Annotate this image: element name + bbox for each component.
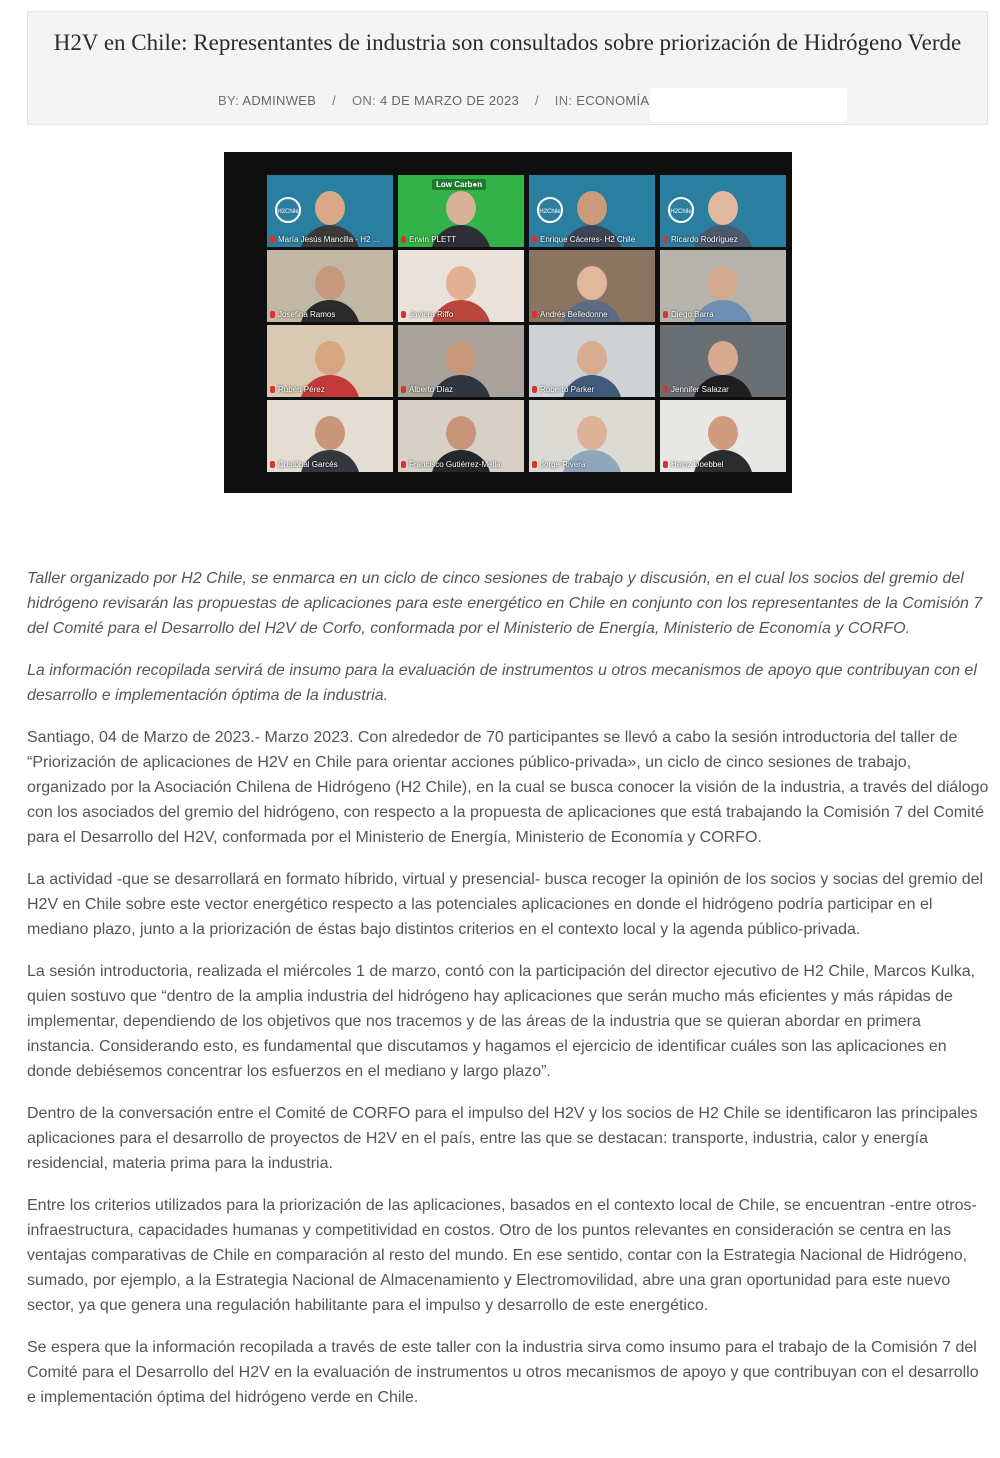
meta-by-label: BY:	[218, 93, 240, 108]
participant-head	[708, 416, 738, 450]
meta-separator: /	[534, 93, 539, 108]
muted-mic-icon	[270, 461, 275, 468]
participant-head	[315, 266, 345, 300]
participant-tile	[398, 325, 524, 397]
muted-mic-icon	[401, 311, 406, 318]
muted-mic-icon	[270, 386, 275, 393]
participant-head	[446, 341, 476, 375]
participant-head	[315, 191, 345, 225]
share-widget[interactable]	[650, 88, 847, 122]
h2chile-logo: H2Chile	[275, 197, 301, 223]
muted-mic-icon	[270, 311, 275, 318]
participant-head	[577, 341, 607, 375]
muted-mic-icon	[401, 236, 406, 243]
meta-separator: /	[332, 93, 337, 108]
participant-head	[577, 191, 607, 225]
participant-name: Alberto Díaz	[401, 385, 453, 395]
participant-head	[708, 191, 738, 225]
post-meta	[218, 93, 649, 108]
participant-tile	[660, 325, 786, 397]
article-title: H2V en Chile: Representantes de industria son consultados sobre priorización de Hidrógeno Verde	[53, 30, 962, 55]
participant-tile	[660, 250, 786, 322]
participant-name: María Jesús Mancilla - H2 ...	[270, 235, 379, 245]
body-paragraph: Dentro de la conversación entre el Comité de CORFO para el impulso del H2V y los socios de H2 Chile se identificaron las principales aplicaciones para el desarrollo de proyectos de H2V en el país, entre las que se destacan: transporte, industria, calor y energía residencial, materia prima para la industria.	[27, 1105, 978, 1172]
category-link[interactable]: ECONOMÍA	[576, 93, 650, 108]
participant-name: Diego Barra	[663, 310, 714, 320]
participant-head	[446, 191, 476, 225]
participant-head	[446, 416, 476, 450]
meta-in-label: IN:	[554, 93, 573, 108]
low-carbon-banner: Low Carb●n	[432, 179, 486, 190]
participant-tile	[398, 250, 524, 322]
participant-name: Francisco Gutiérrez-Mella	[401, 460, 501, 470]
article-body	[27, 566, 990, 1427]
participant-name: Jorge Rivera	[532, 460, 585, 470]
body-paragraph: Se espera que la información recopilada a través de este taller con la industria sirva como insumo para el trabajo de la Comisión 7 del Comité para el Desarrollo del H2V en la evaluación de instrumentos u otros mecanismos de apoyo y que contribuyan con el desarrollo e implementación óptima del hidrógeno verde en Chile.	[27, 1339, 979, 1406]
participant-tile	[529, 250, 655, 322]
participant-name: Cristóbal Garcés	[270, 460, 338, 470]
participant-tile	[267, 325, 393, 397]
participant-name: Erwin PLETT	[401, 235, 456, 245]
participant-name: Ricardo Rodríguez	[663, 235, 738, 245]
muted-mic-icon	[532, 311, 537, 318]
muted-mic-icon	[270, 236, 275, 243]
participant-name: Rubén Pérez	[270, 385, 325, 395]
muted-mic-icon	[532, 236, 537, 243]
body-paragraph: La sesión introductoria, realizada el miércoles 1 de marzo, contó con la participación del director ejecutivo de H2 Chile, Marcos Kulka, quien sostuvo que “dentro de la amplia industria del hidrógeno hay aplicaciones que serán mucho más eficientes y más rápidas de implementar, dependiendo de los objetivos que nos tracemos y de las áreas de la industria que se quieran abordar en primera instancia. Considerando esto, es fundamental que discutamos y hagamos el ejercicio de identificar cuáles son las aplicaciones en donde debiésemos concentrar los esfuerzos en el mediano y largo plazo”.	[27, 963, 976, 1080]
body-paragraph: Entre los criterios utilizados para la priorización de las aplicaciones, basados en el contexto local de Chile, se encuentran -entre otros- infraestructura, capacidades humanas y competitividad en costos. Otro de los puntos relevantes en consideración se centra en las ventajas comparativas de Chile en comparación al resto del mundo. En ese sentido, contar con la Estrategia Nacional de Hidrógeno, sumado, por ejemplo, a la Estrategia Nacional de Almacenamiento y Electromovilidad, abre una gran oportunidad para este nuevo sector, ya que genera una regulación habilitante para el impulso y desarrollo de este energético.	[27, 1197, 977, 1314]
participant-tile	[660, 400, 786, 472]
h2chile-logo: H2Chile	[537, 197, 563, 223]
meta-on-label: ON:	[352, 93, 377, 108]
participant-name: Javiera Riffo	[401, 310, 453, 320]
intro-paragraph: Taller organizado por H2 Chile, se enmarca en un ciclo de cinco sesiones de trabajo y discusión, en el cual los socios del gremio del hidrógeno revisarán las propuestas de aplicaciones para este energético en Chile en conjunto con los representantes de la Comisión 7 del Comité para el Desarrollo del H2V de Corfo, conformada por el Ministerio de Energía, Ministerio de Economía y CORFO.	[27, 570, 983, 637]
participant-tile	[267, 400, 393, 472]
participant-name: Heinz Doebbel	[663, 460, 723, 470]
participant-head	[315, 341, 345, 375]
participant-tile	[660, 175, 786, 247]
participant-tile	[529, 175, 655, 247]
participant-tile	[398, 175, 524, 247]
participant-head	[708, 266, 738, 300]
participant-head	[577, 416, 607, 450]
participant-name: Jennifer Salazar	[663, 385, 729, 395]
muted-mic-icon	[532, 461, 537, 468]
muted-mic-icon	[663, 386, 668, 393]
muted-mic-icon	[401, 386, 406, 393]
participant-tile	[529, 325, 655, 397]
participant-name: Enrique Cáceres- H2 Chile	[532, 235, 635, 245]
participant-name: Josefina Ramos	[270, 310, 335, 320]
body-paragraph: Santiago, 04 de Marzo de 2023.- Marzo 2023. Con alrededor de 70 participantes se llevó a cabo la sesión introductoria del taller de “Priorización de aplicaciones de H2V en Chile para orientar acciones público-privada», un ciclo de cinco sesiones de trabajo, organizado por la Asociación Chilena de Hidrógeno (H2 Chile), en la cual se busca conocer la visión de la industria, a través del diálogo con los asociados del gremio del hidrógeno, con respecto a la propuesta de aplicaciones que está trabajando la Comisión 7 del Comité para el Desarrollo del H2V, conformada por el Ministerio de Energía, Ministerio de Economía y CORFO.	[27, 729, 989, 846]
intro-paragraph: La información recopilada servirá de insumo para la evaluación de instrumentos u otros mecanismos de apoyo que contribuyan con el desarrollo e implementación óptima de la industria.	[27, 662, 977, 704]
muted-mic-icon	[663, 461, 668, 468]
muted-mic-icon	[532, 386, 537, 393]
participant-tile	[398, 400, 524, 472]
author-link[interactable]: ADMINWEB	[242, 93, 317, 108]
article-header	[27, 11, 988, 125]
participant-tile	[267, 250, 393, 322]
participant-tile	[267, 175, 393, 247]
post-date: 4 DE MARZO DE 2023	[379, 93, 520, 108]
participant-head	[708, 341, 738, 375]
muted-mic-icon	[401, 461, 406, 468]
participant-head	[577, 266, 607, 300]
video-call-screenshot	[224, 152, 792, 493]
participant-name: Andrés Belledonne	[532, 310, 608, 320]
body-paragraph: La actividad -que se desarrollará en formato híbrido, virtual y presencial- busca recoger la opinión de los socios y socias del gremio del H2V en Chile sobre este vector energético respecto a las potenciales aplicaciones en donde el hidrógeno podría participar en el mediano plazo, junto a la priorización de éstas bajo distintos criterios en el contexto local y la agenda público-privada.	[27, 871, 984, 938]
muted-mic-icon	[663, 311, 668, 318]
participant-name: Roberto Parker	[532, 385, 594, 395]
participant-head	[446, 266, 476, 300]
h2chile-logo: H2Chile	[668, 197, 694, 223]
muted-mic-icon	[663, 236, 668, 243]
participant-head	[315, 416, 345, 450]
participant-tile	[529, 400, 655, 472]
